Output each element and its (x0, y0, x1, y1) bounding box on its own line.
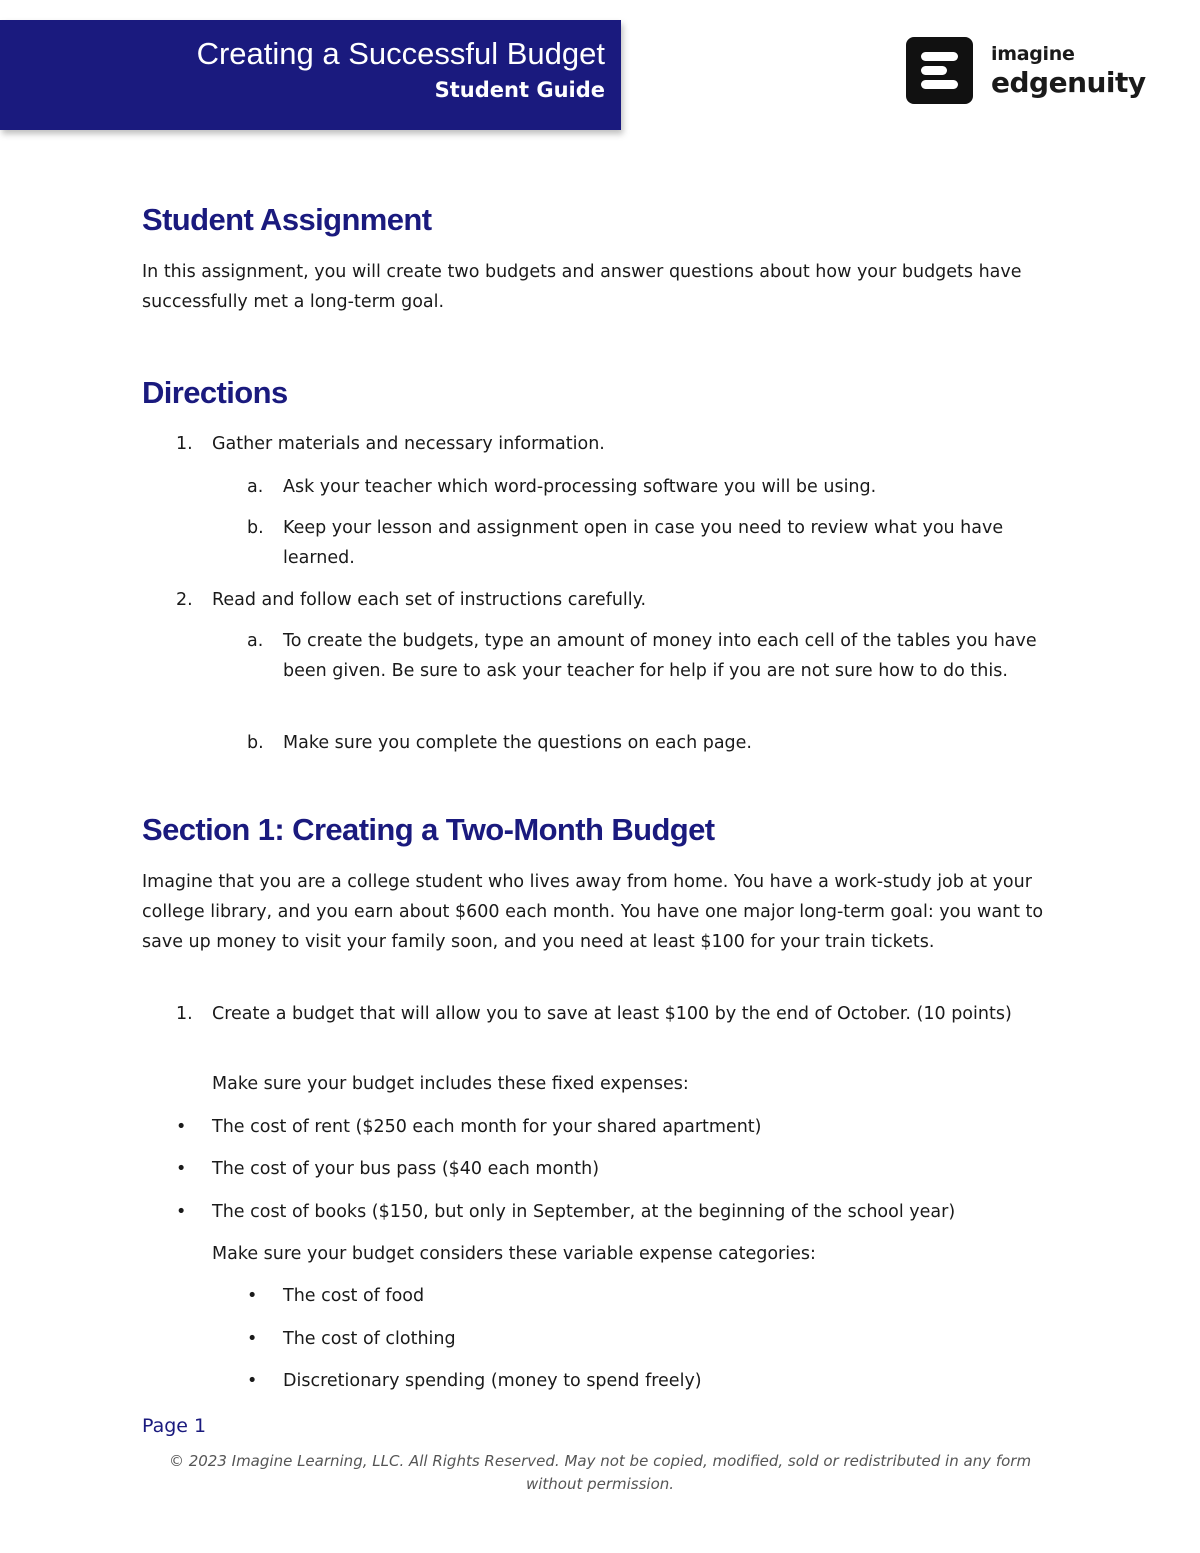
list-item: Create a budget that will allow you to save at least $100 by the end of October. (10 points) (212, 1004, 1012, 1024)
sub-list-item: Ask your teacher which word-processing software you will be using. (283, 477, 877, 497)
bullet-icon: • (247, 1329, 258, 1349)
header-banner (0, 20, 621, 130)
page-number: Page 1 (142, 1415, 207, 1437)
list-marker: 2. (176, 590, 193, 610)
bullet-icon: • (176, 1202, 187, 1222)
section1-heading: Section 1: Creating a Two-Month Budget (142, 812, 715, 847)
list-marker: 1. (176, 434, 193, 454)
assignment-heading: Student Assignment (142, 202, 432, 237)
variable-expense-item: The cost of clothing (283, 1329, 456, 1349)
copyright-line-2: without permission. (525, 1475, 675, 1493)
section1-intro: Imagine that you are a college student who lives away from home. You have a work-study job at your college library, and you earn about $600 each month. You have one major long-term goal: you want to save up money to visit your family soon, and you need at least $100 for your train tickets. (142, 872, 1044, 952)
fixed-expense-item: The cost of books ($150, but only in September, at the beginning of the school year) (212, 1202, 956, 1222)
document-title: Creating a Successful Budget (196, 36, 605, 71)
directions-heading: Directions (142, 375, 288, 410)
sub-list-marker: a. (247, 477, 264, 497)
sub-list-item: Keep your lesson and assignment open in case you need to review what you have learned. (283, 518, 1004, 568)
bullet-icon: • (176, 1159, 187, 1179)
variable-expense-item: Discretionary spending (money to spend freely) (283, 1371, 702, 1391)
document-subtitle: Student Guide (434, 78, 605, 102)
variable-expense-item: The cost of food (283, 1286, 425, 1306)
sub-list-item: To create the budgets, type an amount of money into each cell of the tables you have been given. Be sure to ask your teacher for help if you are not sure how to do this. (283, 631, 1037, 681)
bullet-icon: • (247, 1371, 258, 1391)
sub-list-marker: a. (247, 631, 264, 651)
fixed-expense-item: The cost of rent ($250 each month for your shared apartment) (212, 1117, 762, 1137)
copyright-line-1: © 2023 Imagine Learning, LLC. All Rights Reserved. May not be copied, modified, sold or redistributed in any form (168, 1452, 1032, 1470)
sub-list-marker: b. (247, 518, 264, 538)
list-item: Read and follow each set of instructions carefully. (212, 590, 647, 610)
fixed-expense-item: The cost of your bus pass ($40 each month) (212, 1159, 600, 1179)
sub-list-item: Make sure you complete the questions on each page. (283, 733, 752, 753)
fixed-expenses-intro: Make sure your budget includes these fixed expenses: (212, 1074, 689, 1094)
edgenuity-logo-icon (906, 37, 973, 104)
copyright-footer (0, 1450, 1200, 1496)
assignment-text: In this assignment, you will create two budgets and answer questions about how your budgets have successfully met a long-term goal. (142, 262, 1022, 312)
edgenuity-logo (906, 37, 1146, 107)
bullet-icon: • (247, 1286, 258, 1306)
list-item: Gather materials and necessary information. (212, 434, 605, 454)
logo-word-edgenuity: edgenuity (991, 66, 1146, 99)
bullet-icon: • (176, 1117, 187, 1137)
list-marker: 1. (176, 1004, 193, 1024)
sub-list-marker: b. (247, 733, 264, 753)
variable-expenses-intro: Make sure your budget considers these variable expense categories: (212, 1244, 816, 1264)
logo-word-imagine: imagine (991, 43, 1075, 65)
